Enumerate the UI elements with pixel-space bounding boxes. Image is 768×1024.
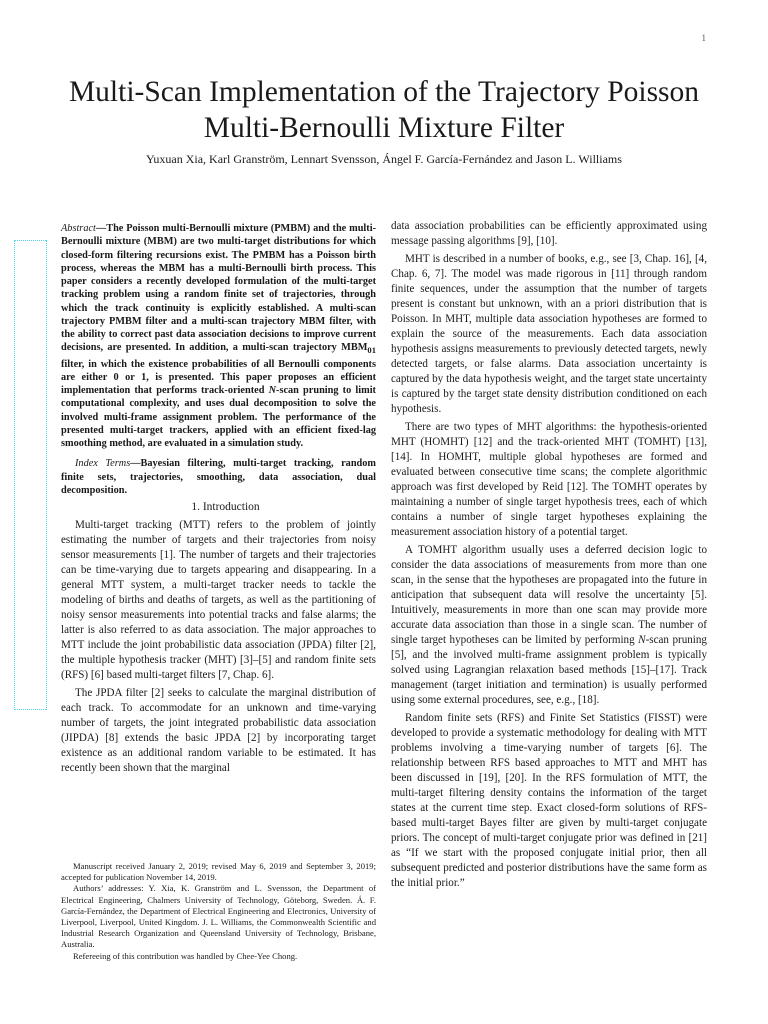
body-text: -scan pruning [5], and the involved multi-frame assignment problem is typically solved using Lagrangian relaxation based methods [15]–[17]. Track management (target initiation and termination) is usually performed using some external procedures, see, e.g., [18]. xyxy=(391,634,707,706)
abstract-formula-subscript: 01 xyxy=(367,345,376,356)
index-terms-label: Index Terms xyxy=(75,458,131,470)
index-terms-text: —Bayesian filtering, multi-target tracking, random finite sets, trajectories, smoothing, data association, dual decomposition. xyxy=(61,458,377,496)
author-list: Yuxuan Xia, Karl Granström, Lennart Svensson, Ángel F. García-Fernández and Jason L. Williams xyxy=(146,152,622,166)
body-paragraph xyxy=(391,543,707,708)
right-column xyxy=(391,219,707,894)
intro-paragraph: Multi-target tracking (MTT) refers to the problem of jointly estimating the number of targets and their trajectories from noisy sensor measurements [1]. The number of targets and their trajectories can be time-varying due to targets appearing and disappearing. In a general MTT system, a multi-target tracker needs to tackle the modeling of births and deaths of targets, as well as the partitioning of noisy sensor measurements into potential tracks and false alarms; the latter is also referred to as data association. The major approaches to MTT include the joint probabilistic data association (JPDA) filter [2], the multiple hypothesis tracker (MHT) [3]–[5] and random finite sets (RFS) [6] based multi-target filters [7, Chap. 6]. xyxy=(61,519,376,682)
body-paragraph: Random finite sets (RFS) and Finite Set Statistics (FISST) were developed to provide a systematic methodology for dealing with MTT problems involving a time-varying number of targets [6]. The relationship between RFS based approaches to MTT and MHT has been discussed in [19], [20]. In the RFS formulation of MTT, the multi-target filtering density contains the information of the target states at the current time step. Exact closed-form solutions of RFS-based multi-target Bayes filter are given by multi-target conjugate priors. The concept of multi-target conjugate prior was defined in [21] as “If we start with the proposed conjugate initial prior, then all subsequent predicted and posterior distributions have the same form as the initial prior.” xyxy=(391,712,707,889)
footnote-refereeing: Refereeing of this contribution was handled by Chee-Yee Chong. xyxy=(73,950,298,961)
abstract-text-part-3: -scan pruning to limit computational complexity, and uses dual decomposition to solve the involved multi-frame assignment problem. The performance of the presented multi-target trackers, applied with an efficient fixed-lag smoothing method, are evaluated in a simulation study. xyxy=(61,385,376,450)
section-heading-introduction: 1. Introduction xyxy=(191,501,260,514)
abstract-text-part-2: filter, in which the existence probabilities of all Bernoulli components are either 0 or 1, is presented. This paper proposes an efficient implementation that performs track-oriented xyxy=(61,358,376,397)
dotted-selection-outline xyxy=(14,240,47,710)
body-paragraph: data association probabilities can be efficiently approximated using message passing algorithms [9], [10]. xyxy=(391,220,707,247)
abstract-label: Abstract xyxy=(61,223,96,234)
body-paragraph: There are two types of MHT algorithms: the hypothesis-oriented MHT (HOMHT) [12] and the track-oriented MHT (TOMHT) [13], [14]. In HOMHT, multiple global hypotheses are formed and evaluated between consecutive time scans; the complete algorithmic approach was first developed by Reid [12]. The TOMHT operates by maintaining a number of single target hypothesis trees, each of which contains a number of single target hypotheses explaining the measurement association history of a potential target. xyxy=(391,421,707,538)
index-terms xyxy=(61,457,376,497)
body-text: A TOMHT algorithm usually uses a deferred decision logic to consider the data associations of measurements from more than one scan, in the sense that the hypotheses are propagated into the future in anticipation that subsequent data will resolve the uncertainty [5]. Intuitively, measurements in more than one scan may provide more accurate data association than those in a single scan. The number of single target hypotheses can be limited by performing xyxy=(391,544,707,646)
footnote xyxy=(61,861,376,962)
page-number: 1 xyxy=(701,33,706,43)
n-symbol: N xyxy=(638,634,646,646)
abstract xyxy=(61,222,376,450)
abstract-n-symbol: N xyxy=(268,385,277,397)
intro-paragraph: The JPDA filter [2] seeks to calculate the marginal distribution of each track. To accommodate for an unknown and time-varying number of targets, the joint integrated probabilistic data association (JIPDA) [8] extends the basic JPDA [2] by incorporating target existence as an additional random variable to be estimated. It has recently been shown that the marginal xyxy=(61,687,376,775)
paper-title: Multi-Scan Implementation of the Trajectory Poisson Multi-Bernoulli Mixture Filter xyxy=(68,76,700,144)
footnote-author-addresses: Authors’ addresses: Y. Xia, K. Granström and L. Svensson, the Department of Electrical Engineering, Chalmers University of Technology, Göteborg, Sweden. Á. F. García-Fernández, the Department of Electrical Engineering and Electronics, University of Liverpool, Liverpool, United Kingdom. J. L. Williams, the Commonwealth Scientific and Industrial Research Organization and Queensland University of Technology, Brisbane, Australia. xyxy=(61,883,376,950)
footnote-manuscript-dates: Manuscript received January 2, 2019; revised May 6, 2019 and September 3, 2019; accepted for publication November 14, 2019. xyxy=(61,861,376,883)
body-paragraph: MHT is described in a number of books, e.g., see [3, Chap. 16], [4, Chap. 6, 7]. The model was made rigorous in [11] through random finite sequences, under the assumption that the number of targets present is constant but unknown, with an a priori distribution that is Poisson. In MHT, multiple data association hypotheses are formed to explain the source of the measurements. Each data association hypothesis assigns measurements to previously detected targets, newly detected targets, or false alarms. Data association uncertainty is captured by the data hypothesis weight, and the target state uncertainty is captured by the target state density distribution conditioned on each hypothesis. xyxy=(391,253,707,415)
abstract-text-part-1: —The Poisson multi-Bernoulli mixture (PMBM) and the multi-Bernoulli mixture (MBM) are two multi-target distributions for which closed-form filtering recursions exist. The PMBM has a Poisson birth process, whereas the MBM has a multi-Bernoulli birth process. This paper considers a recently developed formulation of the multi-target tracking problem using a random finite set of trajectories, through which the track continuity is explicitly established. A multi-scan trajectory PMBM filter and a multi-scan trajectory MBM filter, with the ability to correct past data association decisions to improve current decisions, are presented. In addition, a multi-scan trajectory MBM xyxy=(61,223,376,354)
left-column xyxy=(61,222,376,779)
